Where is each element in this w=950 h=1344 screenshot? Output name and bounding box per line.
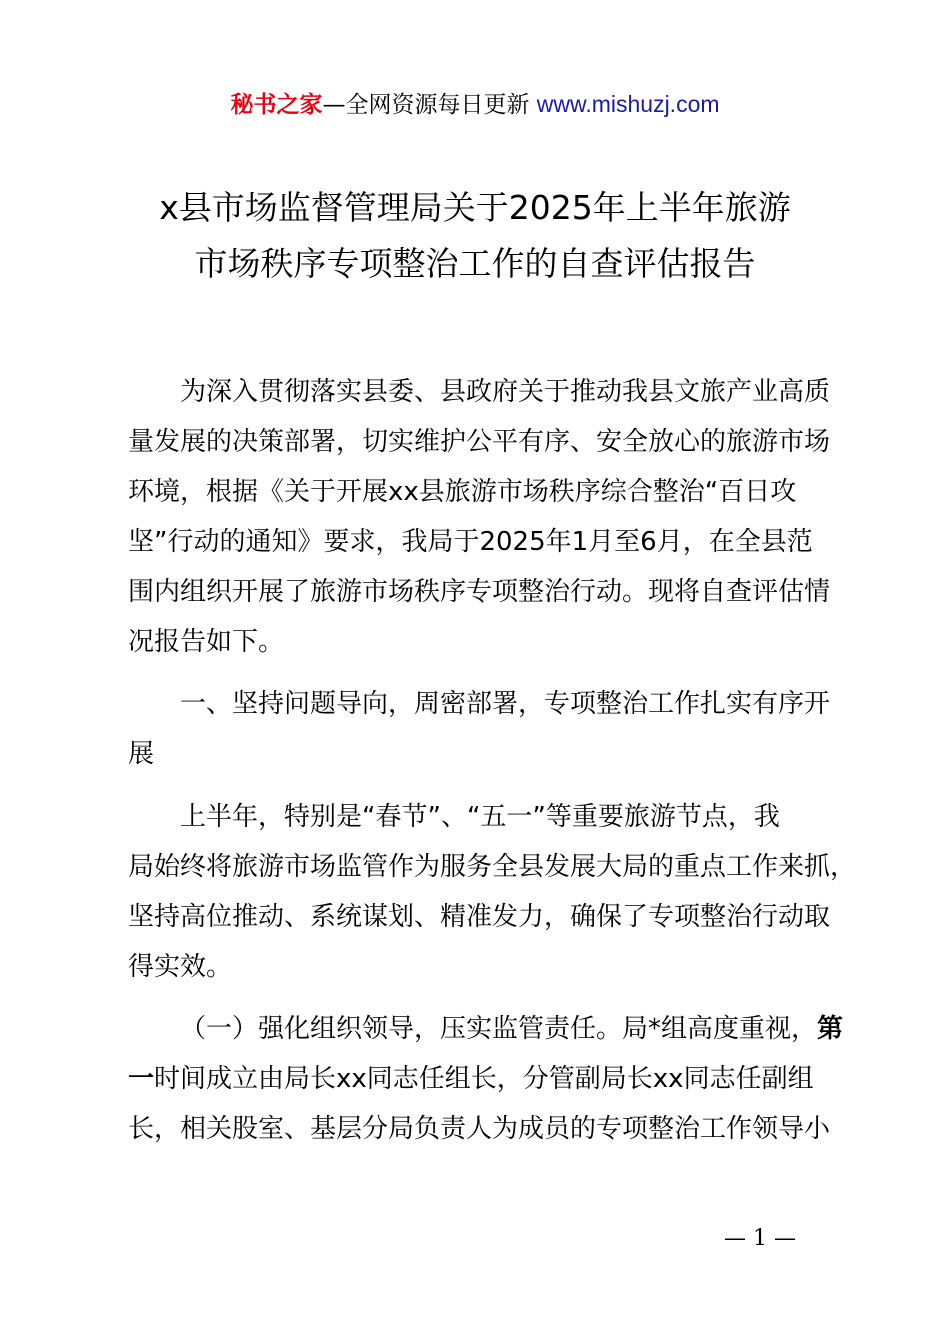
text-line: 量发展的决策部署，切实维护公平有序、安全放心的旅游市场 (128, 427, 831, 457)
heading-line: 一、坚持问题导向，周密部署，专项整治工作扎实有序开 (180, 689, 831, 719)
document-title (80, 180, 870, 292)
title-line-2: 市场秩序专项整治工作的自查评估报告 (194, 244, 756, 283)
text-line: 局始终将旅游市场监管作为服务全县发展大局的重点工作来抓， (128, 852, 857, 882)
section-heading-1 (128, 679, 840, 779)
text-bold: 一 (128, 1064, 155, 1094)
text-line (128, 1054, 840, 1104)
text-line: 况报告如下。 (128, 627, 285, 657)
text-normal: 时间成立由局长xx同志任组长，分管副局长xx同志任副组 (154, 1064, 814, 1094)
text-line: 上半年，特别是“春节”、“五一”等重要旅游节点，我 (180, 802, 780, 832)
text-line: 坚”行动的通知》要求，我局于2025年1月至6月，在全县范 (128, 527, 813, 557)
paragraph-intro (128, 367, 840, 667)
text-line: 长，相关股室、基层分局负责人为成员的专项整治工作领导小 (128, 1114, 831, 1144)
text-line: 为深入贯彻落实县委、县政府关于推动我县文旅产业高质 (180, 377, 831, 407)
text-line: 坚持高位推动、系统谋划、精准发力，确保了专项整治行动取 (128, 902, 831, 932)
heading-line: 展 (128, 739, 155, 769)
site-url-link[interactable]: www.mishuzj.com (536, 91, 720, 117)
text-bold: 第 (817, 1014, 844, 1044)
text-normal: （一）强化组织领导，压实监管责任。局*组高度重视， (180, 1014, 818, 1044)
text-line: 围内组织开展了旅游市场秩序专项整治行动。现将自查评估情 (128, 577, 831, 607)
brand-name: 秘书之家 (230, 92, 323, 118)
paragraph-overview (128, 792, 857, 992)
paragraph-subsection-1 (128, 1004, 844, 1154)
header-tagline: —全网资源每日更新 (322, 92, 537, 118)
text-line: 环境，根据《关于开展xx县旅游市场秩序综合整治“百日攻 (128, 477, 797, 507)
page-number: — 1 — (724, 1226, 796, 1251)
text-line (128, 1004, 844, 1054)
text-line: 得实效。 (128, 952, 233, 982)
title-line-1: x县市场监督管理局关于2025年上半年旅游 (159, 188, 791, 227)
site-header (0, 88, 950, 121)
